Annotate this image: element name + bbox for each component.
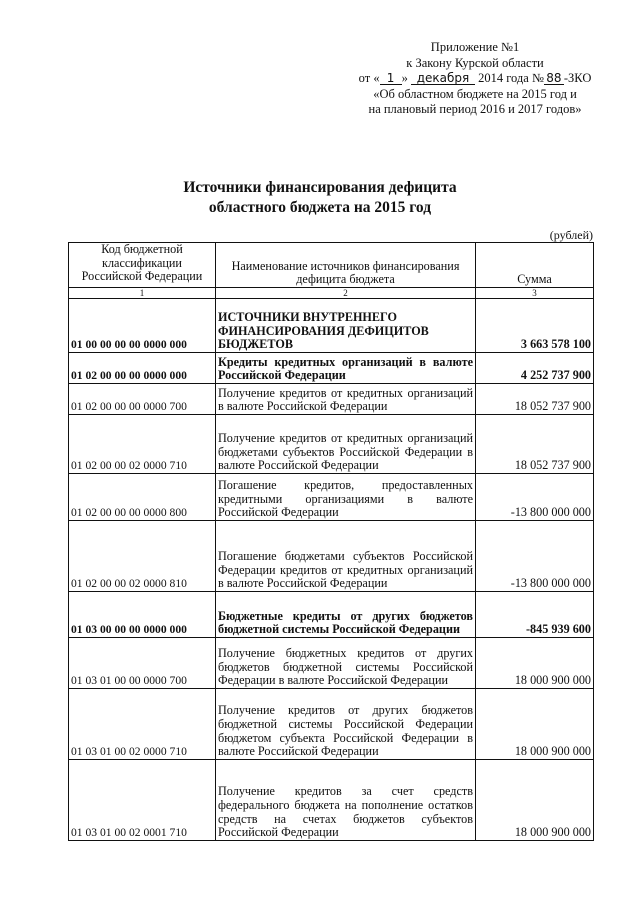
table-row xyxy=(69,520,594,591)
row-name: Погашение кредитов, предоставленных кредитными организациями в валюте Российской Федерации xyxy=(216,473,476,520)
row-code: 01 03 01 00 02 0001 710 xyxy=(69,759,216,840)
table-row xyxy=(69,591,594,637)
table-row xyxy=(69,383,594,414)
row-name: Получение кредитов от кредитных организаций бюджетами субъектов Российской Федерации в валюте Российской Федерации xyxy=(216,414,476,473)
row-code: 01 03 00 00 00 0000 000 xyxy=(69,591,216,637)
column-number-1: 1 xyxy=(69,288,216,299)
table-row xyxy=(69,637,594,688)
table-header-row xyxy=(69,243,594,288)
row-name: Получение кредитов от других бюджетов бюджетной системы Российской Федерации бюджетом субъекта Российской Федерации в валюте Российской Федерации xyxy=(216,688,476,759)
law-title-line1: «Об областном бюджете на 2015 год и xyxy=(373,86,577,101)
row-amount: 4 252 737 900 xyxy=(476,352,594,383)
row-code: 01 00 00 00 00 0000 000 xyxy=(69,299,216,353)
row-amount: -13 800 000 000 xyxy=(476,473,594,520)
table-column-numbers-row xyxy=(69,288,594,299)
table-row xyxy=(69,759,594,840)
date-mid: » xyxy=(401,71,408,85)
row-name: Погашение бюджетами субъектов Российской Федерации кредитов от кредитных организаций в валюте Российской Федерации xyxy=(216,520,476,591)
row-amount: 18 000 900 000 xyxy=(476,637,594,688)
column-number-3: 3 xyxy=(476,288,594,299)
appendix-number: Приложение №1 xyxy=(430,40,520,54)
table-row xyxy=(69,352,594,383)
title-line2: областного бюджета на 2015 год xyxy=(208,199,432,216)
law-number: 88 xyxy=(544,72,564,85)
row-name: ИСТОЧНИКИ ВНУТРЕННЕГО ФИНАНСИРОВАНИЯ ДЕФИЦИТОВ БЮДЖЕТОВ xyxy=(216,299,476,353)
row-amount: -13 800 000 000 xyxy=(476,520,594,591)
date-day: 1 xyxy=(380,72,402,85)
row-code: 01 03 01 00 02 0000 710 xyxy=(69,688,216,759)
header-amount: Сумма xyxy=(476,243,594,288)
row-amount: 18 052 737 900 xyxy=(476,383,594,414)
appendix-header xyxy=(330,40,620,118)
row-code: 01 02 00 00 00 0000 000 xyxy=(69,352,216,383)
row-code: 01 02 00 00 00 0000 800 xyxy=(69,473,216,520)
row-name: Получение кредитов за счет средств федерального бюджета на пополнение остатков средств на счетах бюджетов субъектов Российской Федерации xyxy=(216,759,476,840)
column-number-2: 2 xyxy=(216,288,476,299)
law-title-line2: на плановый период 2016 и 2017 годов» xyxy=(368,102,582,116)
row-amount: -845 939 600 xyxy=(476,591,594,637)
row-code: 01 02 00 00 02 0000 710 xyxy=(69,414,216,473)
row-code: 01 02 00 00 00 0000 700 xyxy=(69,383,216,414)
header-name: Наименование источников финансирования дефицита бюджета xyxy=(216,243,476,288)
row-amount: 18 000 900 000 xyxy=(476,759,594,840)
date-year: 2014 года № xyxy=(478,71,544,85)
row-name: Получение кредитов от кредитных организаций в валюте Российской Федерации xyxy=(216,383,476,414)
row-code: 01 02 00 00 02 0000 810 xyxy=(69,520,216,591)
financing-sources-table xyxy=(68,242,594,841)
table-row xyxy=(69,414,594,473)
row-name: Кредиты кредитных организаций в валюте Российской Федерации xyxy=(216,352,476,383)
table-row xyxy=(69,473,594,520)
row-name: Получение бюджетных кредитов от других бюджетов бюджетной системы Российской Федерации в валюте Российской Федерации xyxy=(216,637,476,688)
law-suffix: -ЗКО xyxy=(563,71,592,85)
table-row xyxy=(69,299,594,353)
header-code: Код бюджетной классификации Российской Федерации xyxy=(69,243,216,288)
row-name: Бюджетные кредиты от других бюджетов бюджетной системы Российской Федерации xyxy=(216,591,476,637)
row-amount: 3 663 578 100 xyxy=(476,299,594,353)
appendix-law-reference: к Закону Курской области xyxy=(406,55,544,70)
title-line1: Источники финансирования дефицита xyxy=(183,179,457,196)
row-amount: 18 000 900 000 xyxy=(476,688,594,759)
row-amount: 18 052 737 900 xyxy=(476,414,594,473)
row-code: 01 03 01 00 00 0000 700 xyxy=(69,637,216,688)
date-month: декабря xyxy=(411,72,475,85)
table-row xyxy=(69,688,594,759)
document-title xyxy=(150,178,490,218)
units-label: (рублей) xyxy=(549,228,593,242)
appendix-date-line xyxy=(330,71,620,87)
date-prefix: от « xyxy=(358,71,380,85)
